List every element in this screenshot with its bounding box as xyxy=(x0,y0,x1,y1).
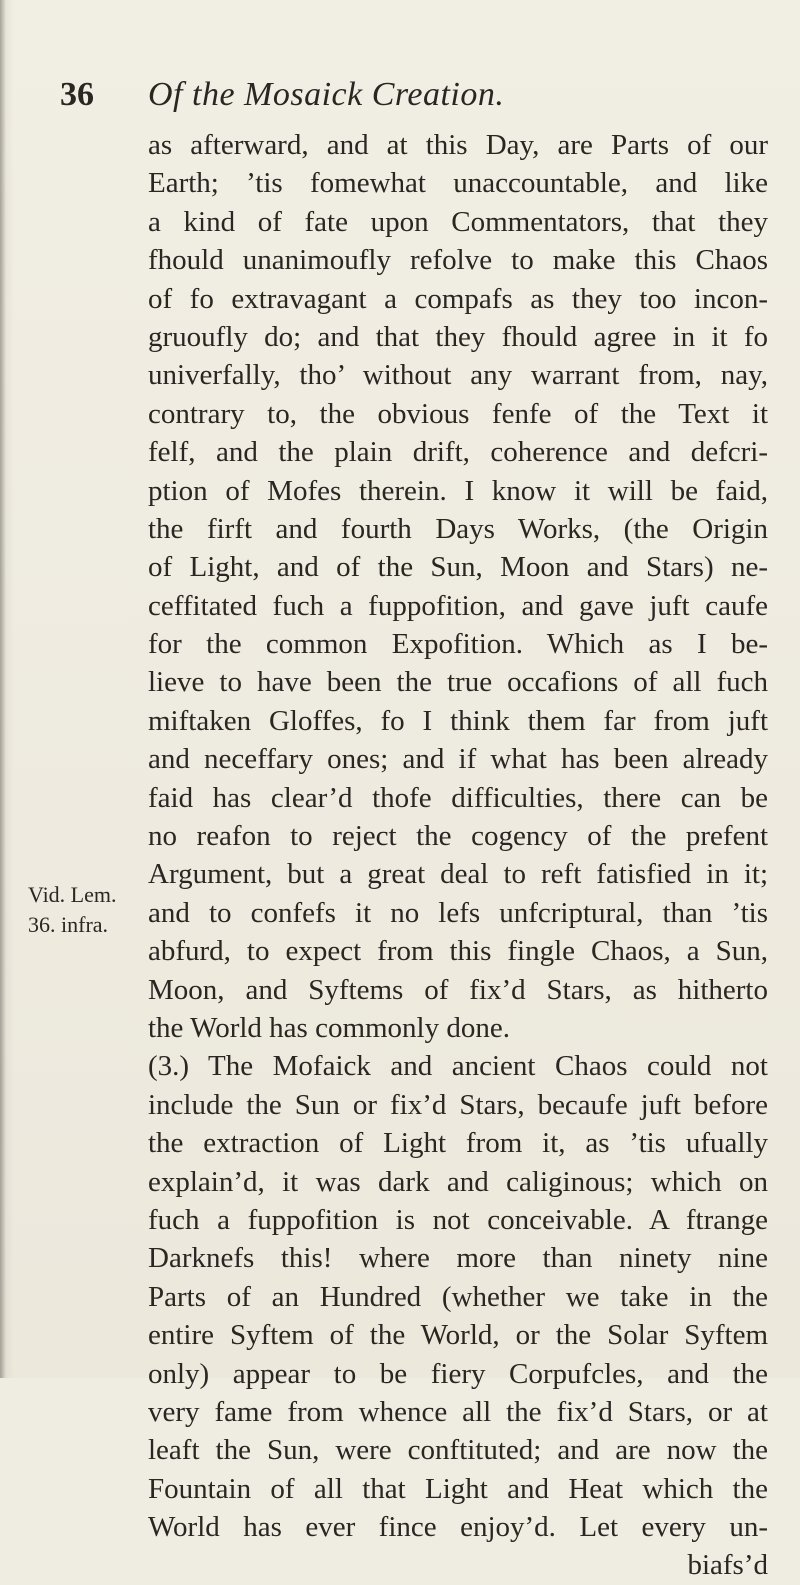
text-line: gruoufly do; and that they fhould agree in it fo xyxy=(148,320,768,353)
text-line: fhould unanimoufly refolve to make this Chaos xyxy=(148,244,768,277)
text-line: only) appear to be fiery Corpufcles, and the xyxy=(148,1357,768,1390)
text-line: Argument, but a great deal to reft fatisfied in it; xyxy=(148,858,768,891)
text-line: for the common Expofition. Which as I be- xyxy=(148,628,768,661)
text-line: include the Sun or fix’d Stars, becaufe juft before xyxy=(148,1088,768,1121)
page-number: 36 xyxy=(60,76,94,113)
text-line: and to confefs it no lefs unfcriptural, than ’tis xyxy=(148,896,768,929)
text-line: of Light, and of the Sun, Moon and Stars) ne- xyxy=(148,551,768,584)
text-line: lieve to have been the true occafions of all fuch xyxy=(148,666,768,699)
text-line: and neceffary ones; and if what has been already xyxy=(148,743,768,776)
text-line: Parts of an Hundred (whether we take in the xyxy=(148,1280,768,1313)
text-line: entire Syftem of the World, or the Solar Syftem xyxy=(148,1319,768,1352)
text-line: explain’d, it was dark and caliginous; which on xyxy=(148,1165,768,1198)
text-line: faid has clear’d thofe difficulties, there can be xyxy=(148,781,768,814)
text-line: the firft and fourth Days Works, (the Origin xyxy=(148,512,768,545)
text-line: ceffitated fuch a fuppofition, and gave juft caufe xyxy=(148,589,768,622)
text-line: ption of Mofes therein. I know it will be faid, xyxy=(148,474,768,507)
margin-note-line: Vid. Lem. xyxy=(28,882,117,907)
text-line: Earth; ’tis fomewhat unaccountable, and like xyxy=(148,167,768,200)
text-line: felf, and the plain drift, coherence and defcri- xyxy=(148,436,768,469)
text-line: a kind of fate upon Commentators, that they xyxy=(148,205,768,238)
margin-note-line: 36. infra. xyxy=(28,912,109,937)
body-text xyxy=(148,126,768,1585)
text-line: very fame from whence all the fix’d Stars, or at xyxy=(148,1395,768,1428)
catchword: biafs’d xyxy=(687,1549,768,1582)
text-line: World has ever fince enjoy’d. Let every un- xyxy=(148,1511,768,1544)
text-line: the World has commonly done. xyxy=(148,1011,510,1044)
text-line: univerfally, tho’ without any warrant from, nay, xyxy=(148,359,768,392)
text-line: of fo extravagant a compafs as they too incon- xyxy=(148,282,768,315)
text-line: the extraction of Light from it, as ’tis ufually xyxy=(148,1127,768,1160)
margin-note xyxy=(28,880,138,940)
text-line: Moon, and Syftems of fix’d Stars, as hitherto xyxy=(148,973,768,1006)
text-line: (3.) The Mofaick and ancient Chaos could not xyxy=(148,1050,768,1083)
text-line: Darknefs this! where more than ninety nine xyxy=(148,1242,768,1275)
text-line: no reafon to reject the cogency of the prefent xyxy=(148,820,768,853)
text-line: contrary to, the obvious fenfe of the Text it xyxy=(148,397,768,430)
text-line: miftaken Gloffes, fo I think them far from juft xyxy=(148,704,768,737)
text-line: abfurd, to expect from this fingle Chaos, a Sun, xyxy=(148,935,768,968)
text-line: fuch a fuppofition is not conceivable. A ftrange xyxy=(148,1203,768,1236)
text-line: as afterward, and at this Day, are Parts of our xyxy=(148,129,768,161)
page-edge-shadow xyxy=(0,0,6,1378)
text-line: leaft the Sun, were conftituted; and are now the xyxy=(148,1434,768,1467)
running-head: Of the Mosaick Creation. xyxy=(148,76,505,113)
text-line: Fountain of all that Light and Heat which the xyxy=(148,1472,768,1505)
